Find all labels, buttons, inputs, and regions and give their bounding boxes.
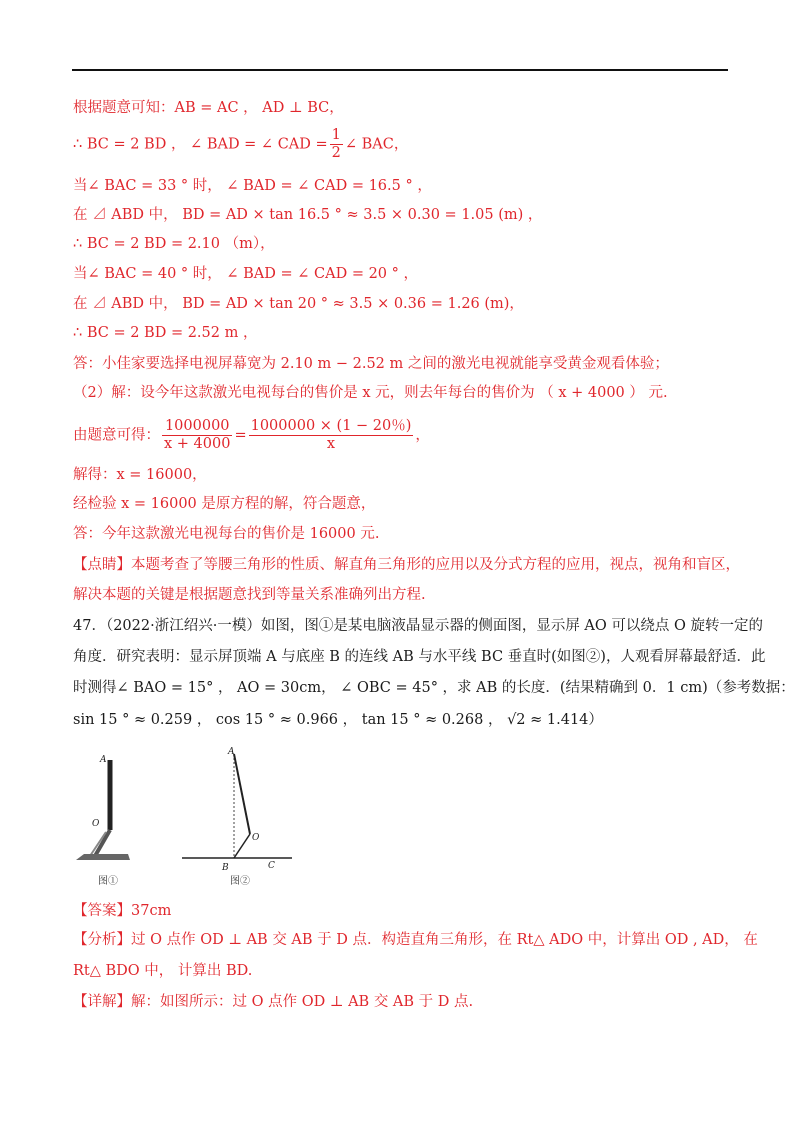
line-11 [73,418,430,453]
line-10: （2）解：设今年这款激光电视每台的售价是 x 元，则去年每台的售价为 （ x + 4000 ） 元. [73,385,668,401]
line-1: 根据题意可知：AB = AC ， AD ⊥ BC， [73,100,344,116]
fraction-right-denominator: x [326,436,336,452]
line-15: 【点睛】本题考查了等腰三角形的性质、解直角三角形的应用以及分式方程的应用，视点，视角和盲区， [73,557,740,573]
top-rule [72,69,728,71]
line-19: 时测得∠ BAO = 15° ， AO = 30cm， ∠ OBC = 45° ，求 AB 的长度．(结果精确到 0．1 cm)（参考数据： [73,680,795,696]
fig2-label-b: B [222,863,229,873]
line-2 [73,127,408,162]
line-3: 当∠ BAC = 33 ° 时， ∠ BAD = ∠ CAD = 16.5 ° ， [73,178,432,194]
figure-1 [76,755,130,887]
fig1-caption: 图① [98,876,118,887]
line-23: Rt△ BDO 中， 计算出 BD. [73,963,253,979]
line-22: 【分析】过 O 点作 OD ⊥ AB 交 AB 于 D 点．构造直角三角形，在 Rt△ ADO 中，计算出 OD , AD， 在 [73,932,758,948]
line-2-text-b: ∠ BAC， [344,136,409,153]
line-18: 角度．研究表明：显示屏顶端 A 与底座 B 的连线 AB 与水平线 BC 垂直时(如图②)，人观看屏幕最舒适．此 [73,649,766,665]
line-13: 经检验 x = 16000 是原方程的解，符合题意， [73,496,376,512]
fig2-caption: 图② [230,876,250,887]
fig1-label-a: A [100,755,107,765]
fraction-half [330,127,343,162]
line-11-text-b: ， [415,427,430,444]
line-24: 【详解】解：如图所示：过 O 点作 OD ⊥ AB 交 AB 于 D 点. [73,994,474,1010]
fraction-left-numerator: 1000000 [162,418,232,436]
monitor-base [76,854,130,860]
line-16: 解决本题的关键是根据题意找到等量关系准确列出方程. [73,587,426,603]
equals-sign: = [234,427,247,444]
line-5: ∴ BC = 2 BD = 2.10 （m）， [73,236,275,252]
fraction-left-denominator: x + 4000 [164,436,231,452]
fig1-label-o: O [92,819,100,829]
line-4: 在 ⊿ ABD 中， BD = AD × tan 16.5 ° ≈ 3.5 × 0.30 = 1.05 (m) ， [73,207,543,223]
line-9: 答：小佳家要选择电视屏幕宽为 2.10 m − 2.52 m 之间的激光电视就能享受黄金观看体验； [73,356,669,372]
fig2-label-c: C [268,861,275,871]
figure-2 [182,747,292,887]
line-6: 当∠ BAC = 40 ° 时， ∠ BAD = ∠ CAD = 20 ° ， [73,266,418,282]
fraction-denominator: 2 [331,145,341,161]
line-21: 【答案】37cm [73,903,172,919]
line-8: ∴ BC = 2 BD = 2.52 m ， [73,325,258,341]
fraction-right-numerator: 1000000 × (1 − 20％) [250,418,412,434]
fraction-numerator: 1 [331,127,341,143]
line-12: 解得：x = 16000， [73,467,207,483]
line-17: 47．（2022·浙江绍兴·一模）如图，图①是某电脑液晶显示器的侧面图，显示屏 AO 可以绕点 O 旋转一定的 [73,618,763,634]
fig2-label-o: O [252,833,260,843]
line-20: sin 15 ° ≈ 0.259 ， cos 15 ° ≈ 0.966 ， tan 15 ° ≈ 0.268 ， √2 ≈ 1.414） [73,712,603,728]
fraction-left [162,418,232,453]
fraction-right [249,418,414,453]
line-14: 答：今年这款激光电视每台的售价是 16000 元. [73,526,380,542]
line-7: 在 ⊿ ABD 中， BD = AD × tan 20 ° ≈ 3.5 × 0.36 = 1.26 (m)， [73,296,524,312]
line-11-text-a: 由题意可得： [73,427,160,444]
fig2-label-a: A [228,747,235,757]
geometry-figures [70,744,300,892]
line-2-text-a: ∴ BC = 2 BD ， ∠ BAD = ∠ CAD = [73,136,328,153]
